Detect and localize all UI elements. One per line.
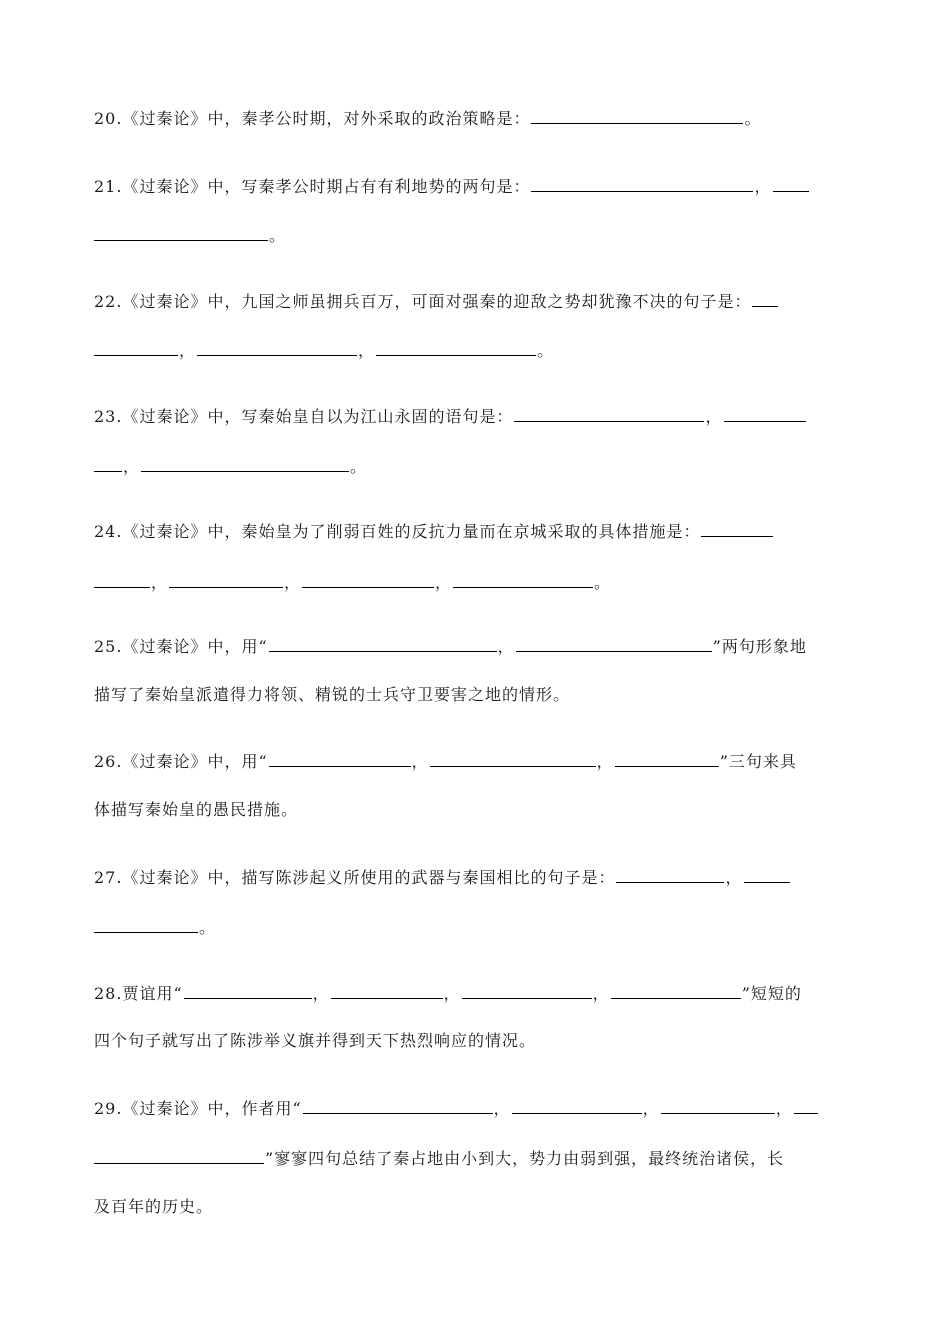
source-title: 《过秦论》	[122, 868, 208, 887]
punctuation: ，	[358, 341, 376, 360]
answer-blank[interactable]	[197, 339, 357, 356]
question-text: 中，用“	[207, 752, 268, 771]
punctuation: 。	[594, 573, 612, 592]
question-text: ”两句形象地	[712, 637, 807, 656]
question-number: 22.	[94, 292, 123, 311]
punctuation: ，	[312, 984, 330, 1003]
question-23-line2	[94, 455, 858, 475]
punctuation: 。	[199, 918, 217, 937]
punctuation: ，	[443, 984, 461, 1003]
answer-blank[interactable]	[302, 571, 434, 588]
answer-blank[interactable]	[661, 1097, 775, 1114]
answer-blank[interactable]	[94, 571, 150, 588]
question-text: 中，秦始皇为了削弱百姓的反抗力量而在京城采取的具体措施是：	[207, 522, 701, 541]
answer-blank[interactable]	[94, 916, 198, 933]
question-text: ”短短的	[741, 984, 802, 1003]
question-26	[94, 750, 858, 770]
question-number: 26.	[94, 752, 123, 771]
punctuation: ，	[725, 868, 743, 887]
question-number: 23.	[94, 407, 123, 426]
answer-blank[interactable]	[514, 405, 704, 422]
question-29-line2	[94, 1147, 858, 1167]
question-number: 25.	[94, 637, 123, 656]
punctuation: ，	[493, 1099, 511, 1118]
question-20	[94, 107, 858, 127]
question-21-line2	[94, 224, 858, 244]
answer-blank[interactable]	[453, 571, 593, 588]
question-text: 中，用“	[207, 637, 268, 656]
punctuation: ，	[754, 177, 772, 196]
question-number: 20.	[94, 109, 123, 128]
question-28	[94, 982, 858, 1002]
answer-blank[interactable]	[615, 750, 719, 767]
answer-blank[interactable]	[303, 1097, 493, 1114]
question-text: ”三句来具	[719, 752, 797, 771]
punctuation: 。	[350, 457, 368, 476]
punctuation: ，	[151, 573, 169, 592]
question-text: ”寥寥四句总结了秦占地由小到大，势力由弱到强，最终统治诸侯，长	[265, 1149, 785, 1168]
question-text: 描写了秦始皇派遣得力将领、精锐的士兵守卫要害之地的情形。	[94, 685, 571, 704]
punctuation: ，	[123, 457, 141, 476]
answer-blank[interactable]	[794, 1097, 818, 1114]
answer-blank[interactable]	[141, 455, 349, 472]
source-title: 《过秦论》	[122, 637, 208, 656]
question-number: 24.	[94, 522, 123, 541]
question-26-line2	[94, 800, 858, 820]
answer-blank[interactable]	[744, 866, 790, 883]
question-27	[94, 866, 858, 886]
question-27-line2	[94, 916, 858, 936]
question-text: 及百年的历史。	[94, 1197, 214, 1216]
answer-blank[interactable]	[269, 750, 411, 767]
punctuation: 。	[744, 109, 762, 128]
question-text: 中，九国之师虽拥兵百万，可面对强秦的迎敌之势却犹豫不决的句子是：	[207, 292, 752, 311]
answer-blank[interactable]	[269, 635, 497, 652]
answer-blank[interactable]	[94, 224, 268, 241]
punctuation: 。	[269, 226, 287, 245]
answer-blank[interactable]	[94, 1147, 264, 1164]
answer-blank[interactable]	[376, 339, 536, 356]
question-25-line2	[94, 685, 858, 705]
source-title: 《过秦论》	[122, 522, 208, 541]
punctuation: ，	[642, 1099, 660, 1118]
question-text: 中，写秦始皇自以为江山永固的语句是：	[207, 407, 514, 426]
question-number: 21.	[94, 177, 123, 196]
question-text: 中，写秦孝公时期占有有利地势的两句是：	[207, 177, 531, 196]
punctuation: ，	[775, 1099, 793, 1118]
answer-blank[interactable]	[331, 982, 443, 999]
punctuation: ，	[179, 341, 197, 360]
answer-blank[interactable]	[701, 520, 773, 537]
answer-blank[interactable]	[94, 339, 178, 356]
question-23	[94, 405, 858, 425]
answer-blank[interactable]	[512, 1097, 642, 1114]
source-title: 《过秦论》	[122, 752, 208, 771]
question-22-line2	[94, 339, 858, 359]
source-title: 《过秦论》	[122, 109, 208, 128]
answer-blank[interactable]	[169, 571, 283, 588]
punctuation: ，	[411, 752, 429, 771]
punctuation: ，	[592, 984, 610, 1003]
source-title: 《过秦论》	[122, 292, 208, 311]
answer-blank[interactable]	[531, 175, 753, 192]
question-number: 28.	[94, 984, 123, 1003]
answer-blank[interactable]	[773, 175, 809, 192]
answer-blank[interactable]	[94, 455, 122, 472]
question-text: 贾谊用“	[122, 984, 183, 1003]
punctuation: ，	[497, 637, 515, 656]
answer-blank[interactable]	[611, 982, 741, 999]
question-text: 体描写秦始皇的愚民措施。	[94, 800, 299, 819]
punctuation: ，	[284, 573, 302, 592]
question-24	[94, 520, 858, 540]
question-text: 四个句子就写出了陈涉举义旗并得到天下热烈响应的情况。	[94, 1031, 537, 1050]
punctuation: 。	[537, 341, 555, 360]
answer-blank[interactable]	[516, 635, 712, 652]
answer-blank[interactable]	[531, 107, 743, 124]
answer-blank[interactable]	[462, 982, 592, 999]
question-21	[94, 175, 858, 195]
question-text: 中，秦孝公时期，对外采取的政治策略是：	[207, 109, 531, 128]
source-title: 《过秦论》	[122, 177, 208, 196]
question-text: 中，描写陈涉起义所使用的武器与秦国相比的句子是：	[207, 868, 616, 887]
question-22	[94, 290, 858, 310]
punctuation: ，	[596, 752, 614, 771]
answer-blank[interactable]	[752, 290, 778, 307]
source-title: 《过秦论》	[122, 1099, 208, 1118]
answer-blank[interactable]	[184, 982, 312, 999]
answer-blank[interactable]	[430, 750, 596, 767]
source-title: 《过秦论》	[122, 407, 208, 426]
question-text: 中，作者用“	[207, 1099, 302, 1118]
question-29	[94, 1097, 858, 1117]
question-number: 27.	[94, 868, 123, 887]
question-28-line2	[94, 1031, 858, 1051]
answer-blank[interactable]	[724, 405, 806, 422]
punctuation: ，	[435, 573, 453, 592]
question-24-line2	[94, 571, 858, 591]
question-number: 29.	[94, 1099, 123, 1118]
question-29-line3	[94, 1197, 858, 1217]
answer-blank[interactable]	[616, 866, 724, 883]
punctuation: ，	[705, 407, 723, 426]
question-25	[94, 635, 858, 655]
